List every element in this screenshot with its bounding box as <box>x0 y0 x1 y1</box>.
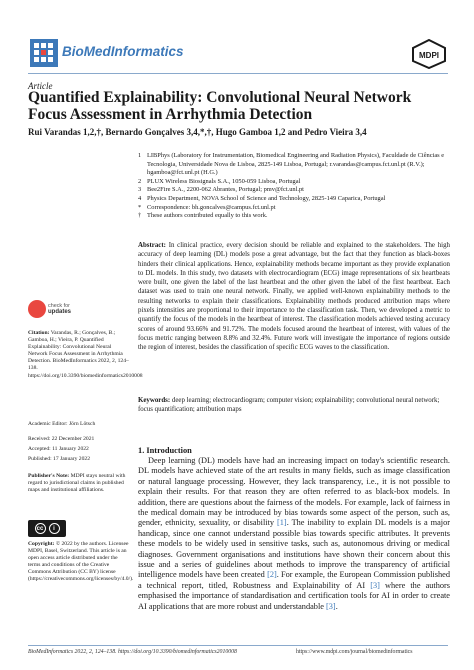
mdpi-logo-text: MDPI <box>419 51 439 60</box>
affiliation-item: * Correspondence: bh.goncalves@campus.fct.unl.pt <box>138 203 276 211</box>
reference-link[interactable]: [1] <box>277 518 287 528</box>
section-heading: 1. Introduction <box>138 446 192 455</box>
footer-citation[interactable]: BioMedInformatics 2022, 2, 124–138. https://doi.org/10.3390/biomedinformatics2010008 <box>28 649 237 655</box>
keywords-text: deep learning; electrocardiogram; computer vision; explainability; convolutional neural network; focus quantification; attribution maps <box>138 397 440 414</box>
received-date: Received: 22 December 2021 <box>28 436 95 442</box>
journal-name: BioMedInformatics <box>62 44 184 59</box>
keywords-label: Keywords: <box>138 397 171 404</box>
affiliation-item: † These authors contributed equally to this work. <box>138 212 268 220</box>
abstract-text: In clinical practice, every decision should be reliable and explained to the stakeholders. The high accuracy of deep learning (DL) models pose a great advantage, but the fact that they function as black-boxes hinders their clinical applications. Hence, explainability methods became important as they provide explanation to DL models. In this study, two datasets with electrocardiogram (ECG) image representations of six heartbeats were built, one given the label of the last heartbeat and the other given the label of the first heartbeat. Each dataset was used to train one neural network. Finally, we applied well-known explainability methods to the resulting networks to explain their classifications. Explainability methods produced attribution maps where pixels intensities are proportional to their importance to the classification task. Then, we developed a metric to quantify the focus of the models in the heartbeat of interest. The classification models achieved testing accuracy scores of around 93.66% and 91.72%. The models focused around the heartbeat of interest, with values of the focus metric ranging between 8.8% and 32.4%. Future work will investigate the importance of regions outside the region of interest, besides the classification of specific ECG waves to the classification. <box>138 242 450 352</box>
published-date: Published: 17 January 2022 <box>28 456 90 462</box>
cc-icon: cc <box>35 523 46 534</box>
affiliations <box>138 152 450 221</box>
footer-divider <box>28 645 448 646</box>
copyright-block: Copyright: © 2022 by the authors. Licensee MDPI, Basel, Switzerland. This article is an open access article distributed under the terms and conditions of the Creative Commons Attribution (CC BY) license (https://creativecommons.org/licenses/by/4.0/). <box>28 541 134 583</box>
check-updates-icon[interactable] <box>28 300 46 318</box>
affiliation-item: 3 Bee2Fire S.A., 2200-062 Abrantes, Portugal; pmv@fct.unl.pt <box>138 186 304 194</box>
reference-link[interactable]: [2] <box>267 570 277 580</box>
publisher-note: Publisher's Note: MDPI stays neutral with regard to jurisdictional claims in published maps and institutional affiliations. <box>28 473 126 494</box>
author-list: Rui Varandas 1,2,†, Bernardo Gonçalves 3,4,*,†, Hugo Gamboa 1,2 and Pedro Vieira 3,4 <box>28 127 367 137</box>
affiliation-item: 1 LIBPhys (Laboratory for Instrumentation, Biomedical Engineering and Radiation Physics), Faculdade de Ciências e Tecnologia, Universidade Nova de Lisboa, 2825-149 Lisboa, Portugal; r.varandas@campus.fct.unl.pt (R.V.); hgamboa@fct.unl.pt (H.G.) <box>138 152 445 177</box>
mdpi-logo-icon <box>412 39 446 69</box>
academic-editor: Academic Editor: Jörn Lötsch <box>28 421 96 427</box>
keywords <box>138 396 450 415</box>
intro-paragraph: Deep learning (DL) models have had an increasing impact on today's scientific research. DL models have achieved state of the art results in many fields, such as image classification or natural language processing. However, they lack transparency, i.e., it is not possible to explain their results. For that reason they are often referred to as black-box models. In addition, there are questions about the fairness of the models. For example, lack of fairness in the medical domain may be introduced by bias towards some aspect of the person, such as, gender, ethnicity, sexuality, or disability [1]. The inability to explain DL models is a major handicap, since one cannot understand possible bias towards specific attributes. It prevents these models to be widely used in sensitive tasks, such as, autonomous driving or medical diagnoses. Government organisations and institutions have shown their concern about this issue and a series of guidelines about methods to improve the transparency of artificial intelligence models have been created [2]. For example, the European Commission published a technical report, titled, Robustness and Explainability of AI [3] where the authors emphasised the importance of standardisation and certification tools for AI in order to create AI applications that are more robust and understandable [3]. <box>138 456 451 611</box>
by-icon: i <box>49 523 60 534</box>
journal-logo-icon <box>30 39 58 67</box>
abstract-label: Abstract: <box>138 242 166 249</box>
reference-link[interactable]: [3] <box>326 601 336 611</box>
citation-block: Citation: Varandas, R.; Gonçalves, B.; Gamboa, H.; Vieira, P. Quantified Explainability: Convolutional Neural Network Focus Assessment in Arrhythmia Detection. BioMedInformatics 2022, 2, 124–138. https://doi.org/10.3390/biomedinformatics2010008 <box>28 330 143 379</box>
article-type: Article <box>28 81 53 91</box>
cc-license-badge[interactable] <box>28 520 66 537</box>
reference-link[interactable]: [3] <box>370 580 380 590</box>
affiliation-item: 4 Physics Department, NOVA School of Science and Technology, 2825-149 Caparica, Portugal <box>138 194 386 202</box>
paper-title: Quantified Explainability: Convolutional Neural Network Focus Assessment in Arrhythmia Detection <box>28 89 412 123</box>
affiliation-item: 2 PLUX Wireless Biosignals S.A., 1050-059 Lisboa, Portugal <box>138 177 301 185</box>
footer-journal-url[interactable]: https://www.mdpi.com/journal/biomedinformatics <box>296 649 413 655</box>
abstract <box>138 241 450 353</box>
accepted-date: Accepted: 11 January 2022 <box>28 446 89 452</box>
header-divider <box>28 73 448 74</box>
check-updates-label[interactable]: check for updates <box>48 303 72 316</box>
